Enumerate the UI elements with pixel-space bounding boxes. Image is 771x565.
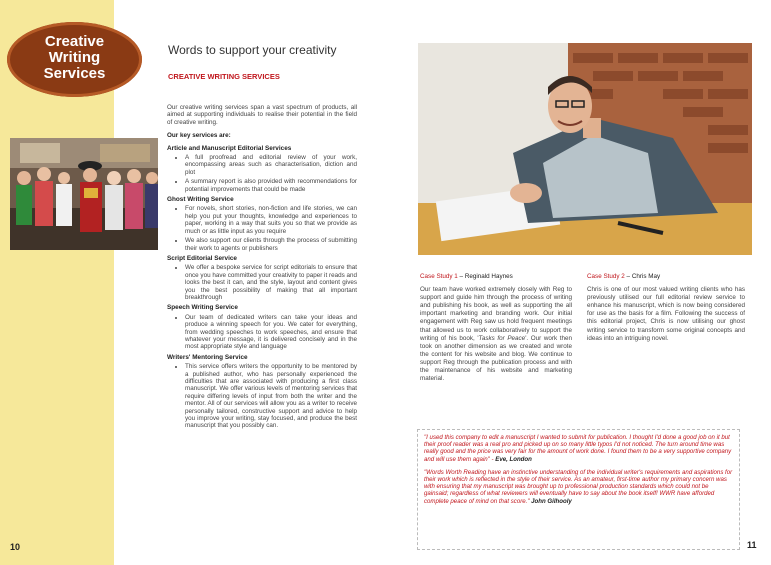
section-bullets [167, 314, 357, 351]
bullet-item: • Our team of dedicated writers can take your ideas and produce a winning speech for you. We cater for everything, from wedding speeches to work speeches, and ensure that whatever your message, it is delivered concisely and in the most appropriate style and language [185, 314, 357, 351]
bullet-item: • We also support our clients through the process of submitting their work to agents or publishers [185, 237, 357, 252]
writer-photo-image [418, 43, 752, 255]
section-badge [7, 22, 142, 97]
case-study-1-title [420, 273, 572, 281]
services-column [167, 104, 357, 433]
group-photo [10, 138, 158, 250]
page-number-right: 11 [747, 540, 757, 550]
section-title: Speech Writing Service [167, 304, 238, 312]
case-study-1-body [420, 286, 572, 383]
badge-line-2: Writing [48, 49, 101, 66]
section-bullets [167, 154, 357, 193]
section-bullets [167, 205, 357, 251]
case-study-2 [587, 273, 745, 343]
testimonial-2 [424, 469, 733, 505]
bullet-item: • A full proofread and editorial review of your work, encompassing areas such as characterisation, diction and plot [185, 154, 357, 176]
section-title: Script Editorial Service [167, 254, 237, 262]
case-study-1-text: Our team have worked extremely closely with Reg to support and guide him through the process of writing and publishing his book, as well as supporting the all important marketing and branding work. Our initial engagement with Reg saw us hold frequent meetings that allowed us to work collaboratively to support the writing of his book, ' [420, 286, 572, 342]
case-study-2-body: Chris is one of our most valued writing clients who has previously utilised our full editorial review service to enhance his manuscript, which is now being considered for use as the basis for a film. Following the success of this editorial project, Chris is now utilising our ghost writing service to transform some original concepts and ideas into an intriguing novel. [587, 286, 745, 342]
bullet-item: • This service offers writers the opportunity to be mentored by a published author, who has personally experienced the difficulties that are associated with producing a first class manuscript. We offer various levels of mentoring services that require differing levels of input from both the writer and the mentor. All of our services will allow you as a writer to receive personally tailored, constructive support and advice to help you improve your writing, stay focused, and produce the best manuscript that you possibly can. [185, 363, 357, 430]
bullet-item: • For novels, short stories, non-fiction and life stories, we can help you put your thoughts, knowledge and experiences to paper, working in a way that suits you so that we provide as much or as little input as you require [185, 205, 357, 235]
section-title: Writers' Mentoring Service [167, 353, 248, 361]
case-study-1-label: Case Study 1 [420, 273, 458, 280]
badge-line-3: Services [43, 65, 106, 82]
testimonial-author: Eve, London [495, 455, 532, 463]
section-bullets [167, 363, 357, 430]
page-number-left: 10 [10, 542, 21, 552]
case-study-2-title [587, 273, 745, 281]
page-heading: Words to support your creativity [168, 43, 337, 57]
section-title: Article and Manuscript Editorial Services [167, 144, 292, 152]
bullet-item: • We offer a bespoke service for script editorials to ensure that once you have committed your creativity to paper it reads and looks the best it can, and the style, layout and content gives you the best possibility of making that all important breakthrough [185, 264, 357, 301]
writer-photo [418, 43, 752, 255]
group-photo-image [10, 138, 158, 250]
case-study-2-name: – Chris May [624, 273, 661, 280]
testimonial-text: "I used this company to edit a manuscript I wanted to submit for publication. I thought I'd done a good job on it but their proof reader was a real pro and picked up on so many little typos I'd not noticed. The turn around time was really good and the price was very fair for the amount of work done. I found them to be a very supportive company and will use them again" - [424, 434, 732, 463]
page-subheading: CREATIVE WRITING SERVICES [168, 72, 280, 81]
key-services-label: Our key services are: [167, 132, 231, 140]
section-title: Ghost Writing Service [167, 196, 234, 204]
badge-title [7, 34, 142, 82]
testimonial-author: John Gilhooly [531, 497, 572, 505]
intro-paragraph: Our creative writing services span a vast spectrum of products, all aimed at supporting individuals to realise their potential in the field of creative writing. [167, 104, 357, 126]
testimonial-text: "Words Worth Reading have an instinctive understanding of the individual writer's requirements and aspirations for their work which is reflected in the style of their service. As an amateur, first-time author my primary concern was with ensuring that my manuscript was brought up to professional production standards which could not be gainsaid; regardless of what reviewers will eventually have to say about the book itself! WWR have afforded complete peace of mind on that score." [424, 468, 733, 505]
section-bullets [167, 264, 357, 301]
bullet-item: • A summary report is also provided with recommendations for potential improvements that could be made [185, 178, 357, 193]
case-study-1-text-cont: '. Our work then took on another dimension as we created and wrote the content for his website and blog. We continue to support Reg through the publication process and with the maintenance of his website and marketing material. [420, 334, 573, 383]
badge-line-1: Creative [44, 33, 105, 50]
testimonials-box [417, 429, 740, 550]
book-title: Tasks for Peace [478, 334, 526, 342]
case-study-1-name: – Reginald Haynes [457, 273, 513, 280]
testimonial-1 [424, 434, 733, 463]
case-study-2-label: Case Study 2 [587, 273, 625, 280]
case-study-1 [420, 273, 572, 383]
